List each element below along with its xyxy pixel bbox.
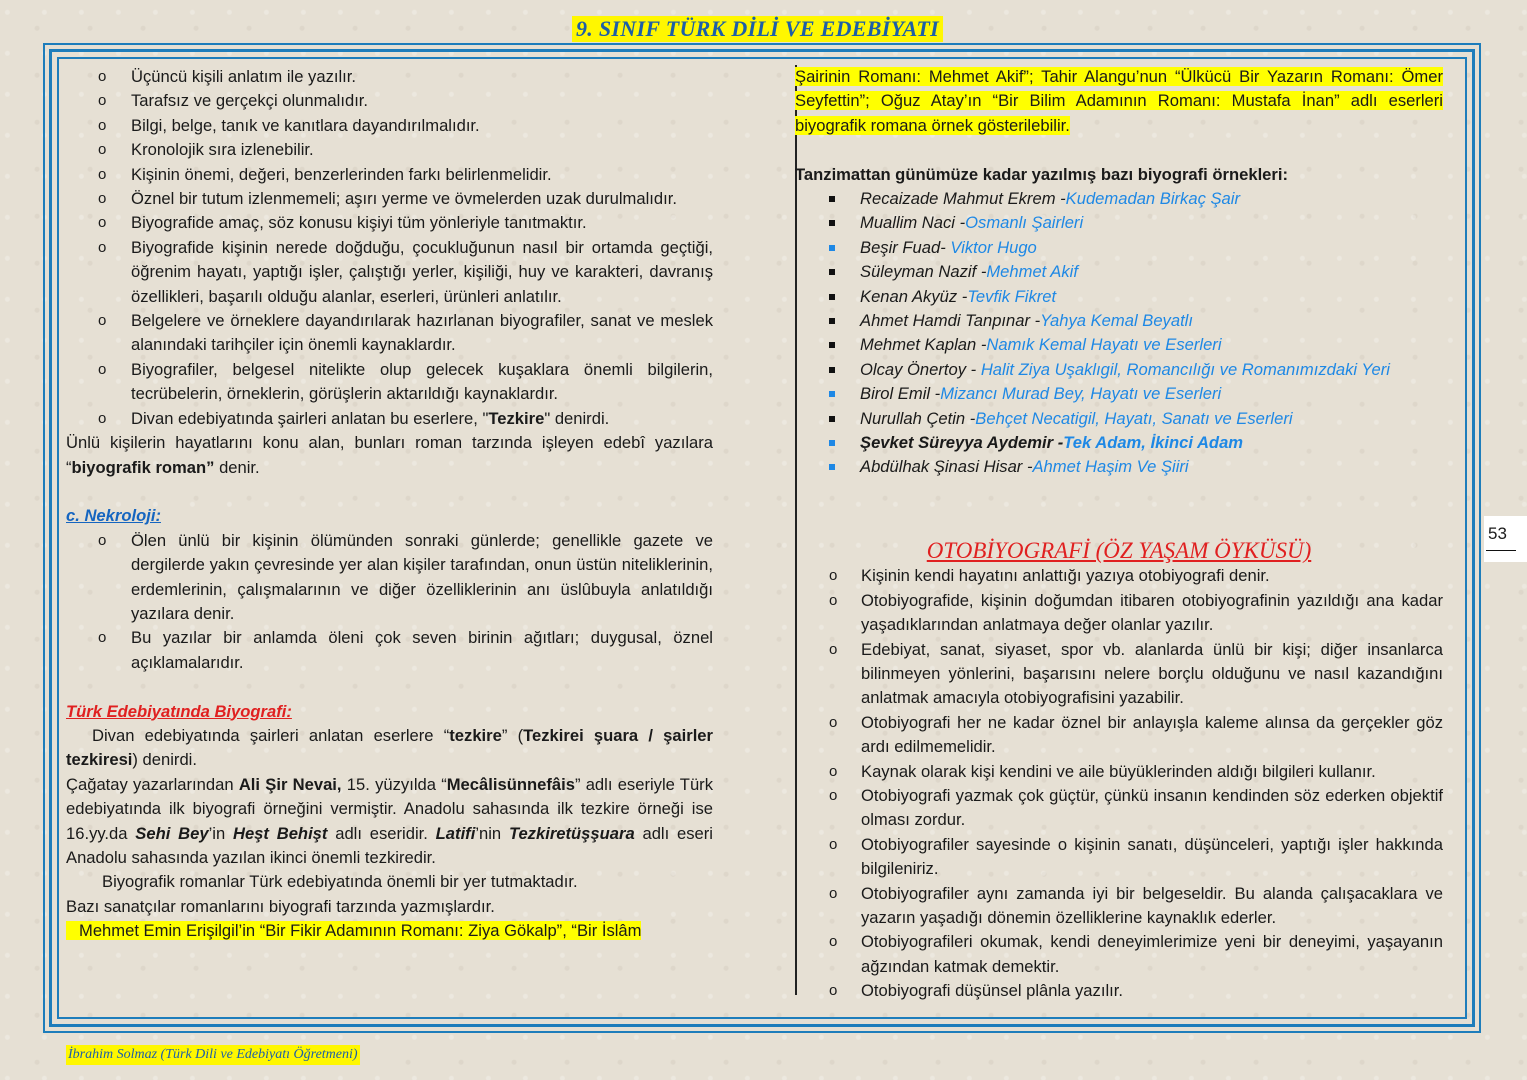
list-item: o Üçüncü kişili anlatım ile yazılır. (66, 65, 713, 89)
list-item: o Biyografiler, belgesel nitelikte olup gelecek kuşaklara önemli bilgilerin, tecrübelerin, örneklerin, görüşlerin aktarıldığı kaynaklardır. (66, 358, 713, 407)
list-item: o Bu yazılar bir anlamda öleni çok seven birinin ağıtları; duygusal, öznel açıklamalarıdır. (66, 626, 713, 675)
otobiyografi-heading: OTOBİYOGRAFİ (ÖZ YAŞAM ÖYKÜSÜ) (926, 538, 1312, 564)
example-item: Mehmet Kaplan -Namık Kemal Hayatı ve Eserleri (795, 333, 1443, 357)
nevai-paragraph: Çağatay yazarlarından Ali Şir Nevai, 15. yüzyılda “Mecâlisünnefâis” adlı eseriyle Türk edebiyatında ilk biyografi örneğini vermiştir. Anadolu sahasında ilk tezkire örneği ise 16.yy.da Sehi Bey’in Heşt Behişt adlı eseridir. Latifi’nin Tezkiretüşşuara adlı eseri Anadolu sahasında yazılan ikinci önemli tezkiredir. (66, 774, 713, 867)
biyografik-roman-paragraph: Ünlü kişilerin hayatlarını konu alan, bunları roman tarzında işleyen edebî yazılara “biyografik roman” denir. (66, 433, 713, 477)
nekroloji-heading: c. Nekroloji: (66, 506, 161, 526)
page-title: 9. SINIF TÜRK DİLİ VE EDEBİYATI (572, 16, 943, 42)
example-item: Nurullah Çetin -Behçet Necatigil, Hayatı, Sanatı ve Eserleri (795, 407, 1443, 431)
left-column (66, 65, 713, 944)
list-item: o Kaynak olarak kişi kendini ve aile büyüklerinden aldığı bilgileri kullanır. (795, 760, 1443, 784)
list-item: o Kişinin önemi, değeri, benzerlerinden farkı belirlenmelidir. (66, 163, 713, 187)
example-item: Birol Emil -Mizancı Murad Bey, Hayatı ve Eserleri (795, 382, 1443, 406)
list-item: o Edebiyat, sanat, siyaset, spor vb. alanlarda ünlü bir kişi; diğer insanlarca bilinmeyen yönlerini, başarısını nelere borçlu olduğunu ve nasıl kazandığını anlatmak amacıyla otobiyografisini yazabilir. (795, 638, 1443, 711)
list-item: o Otobiyografide, kişinin doğumdan itibaren otobiyografinin yazıldığı ana kadar yaşadıklarından anlatmaya değer olanlar yazılır. (795, 589, 1443, 638)
list-item: o Tarafsız ve gerçekçi olunmalıdır. (66, 89, 713, 113)
example-item: Abdülhak Şinasi Hisar -Ahmet Haşim Ve Şiiri (795, 455, 1443, 479)
example-item: Olcay Önertoy - Halit Ziya Uşaklıgil, Romancılığı ve Romanımızdaki Yeri (795, 358, 1443, 382)
biyografik-romanlar-paragraph: Biyografik romanlar Türk edebiyatında önemli bir yer tutmaktadır. (102, 872, 578, 892)
ornek-romanlar-paragraph: Mehmet Emin Erişilgil’in “Bir Fikir Adamının Romanı: Ziya Gökalp”, “Bir İslâm (66, 919, 713, 943)
tezkire-paragraph: Divan edebiyatında şairleri anlatan eserlere “tezkire” (Tezkirei şuara / şairler tezkiresi) denirdi. (66, 725, 713, 770)
list-item: o Otobiyografiler sayesinde o kişinin sanatı, düşünceleri, yaptığı işler hakkında bilgileniriz. (795, 833, 1443, 882)
footer-author: İbrahim Solmaz (Türk Dili ve Edebiyatı Öğretmeni) (66, 1045, 360, 1065)
list-item: o Otobiyografileri okumak, kendi deneyimlerimize yeni bir deneyimi, yaşayanın ağzından katmak demektir. (795, 930, 1443, 979)
list-item: o Kişinin kendi hayatını anlattığı yazıya otobiyografi denir. (795, 564, 1443, 588)
example-item: Muallim Naci -Osmanlı Şairleri (795, 211, 1443, 235)
example-item: Recaizade Mahmut Ekrem -Kudemadan Birkaç Şair (795, 187, 1443, 211)
list-item: o Biyografide kişinin nerede doğduğu, çocukluğunun nasıl bir ortamda geçtiği, öğrenim hayatı, yaptığı işler, çalıştığı yerler, kişiliği, huy ve karakteri, davranış özellikleri, başarılı olduğu alanlar, eserleri, ürünleri anlatılır. (66, 236, 713, 309)
examples-heading: Tanzimattan günümüze kadar yazılmış bazı biyografi örnekleri: (795, 164, 1289, 184)
example-item: Süleyman Nazif -Mehmet Akif (795, 260, 1443, 284)
example-item: Şevket Süreyya Aydemir -Tek Adam, İkinci Adam (795, 431, 1443, 455)
list-item: o Ölen ünlü bir kişinin ölümünden sonraki günlerde; genellikle gazete ve dergilerde yakın çevresinde yer alan kişiler tarafından, onun üstün niteliklerinin, erdemlerinin, çalışmalarının ve diğer özelliklerinin anı üslûbuyla anlatıldığı yazılara denir. (66, 529, 713, 627)
list-item-tezkire: o Divan edebiyatında şairleri anlatan bu eserlere, "Tezkire" denirdi. (66, 407, 713, 431)
list-item: o Otobiyografi yazmak çok güçtür, çünkü insanın kendinden söz ederken objektif olması zordur. (795, 784, 1443, 833)
list-item: o Belgelere ve örneklere dayandırılarak hazırlanan biyografiler, sanat ve meslek alanındaki tarihçiler için önemli kaynaklardır. (66, 309, 713, 358)
list-item: o Bilgi, belge, tanık ve kanıtlara dayandırılmalıdır. (66, 114, 713, 138)
example-item: Ahmet Hamdi Tanpınar -Yahya Kemal Beyatlı (795, 309, 1443, 333)
turk-biyografi-heading: Türk Edebiyatında Biyografi: (66, 701, 292, 721)
list-item: o Otobiyografi düşünsel plânla yazılır. (795, 979, 1443, 1003)
example-item: Kenan Akyüz -Tevfik Fikret (795, 285, 1443, 309)
list-item: o Öznel bir tutum izlenmemeli; aşırı yerme ve övmelerden uzak durulmalıdır. (66, 187, 713, 211)
sanatcilar-paragraph: Bazı sanatçılar romanlarını biyografi tarzında yazmışlardır. (66, 896, 495, 916)
ornek-romanlar-continued: Şairinin Romanı: Mehmet Akif”; Tahir Alangu’nun “Ülkücü Bir Yazarın Romanı: Ömer Seyfettin”; Oğuz Atay’ın “Bir Bilim Adamının Romanı: Mustafa İnan” adlı eserleri biyografik romana örnek gösterilebilir. (795, 67, 1443, 135)
right-column (795, 65, 1443, 1004)
list-item: o Biyografide amaç, söz konusu kişiyi tüm yönleriyle tanıtmaktır. (66, 211, 713, 235)
page-number: 53 (1488, 524, 1507, 543)
example-item: Beşir Fuad- Viktor Hugo (795, 236, 1443, 260)
list-item: o Otobiyografi her ne kadar öznel bir anlayışla kaleme alınsa da gerçekler göz ardı edilmemelidir. (795, 711, 1443, 760)
list-item: o Kronolojik sıra izlenebilir. (66, 138, 713, 162)
page-number-underline (1486, 550, 1516, 551)
list-item: o Otobiyografiler aynı zamanda iyi bir belgeseldir. Bu alanda çalışacaklara ve yazarın yaşadığı dönemin özelliklerine kaynaklık ederler. (795, 882, 1443, 931)
